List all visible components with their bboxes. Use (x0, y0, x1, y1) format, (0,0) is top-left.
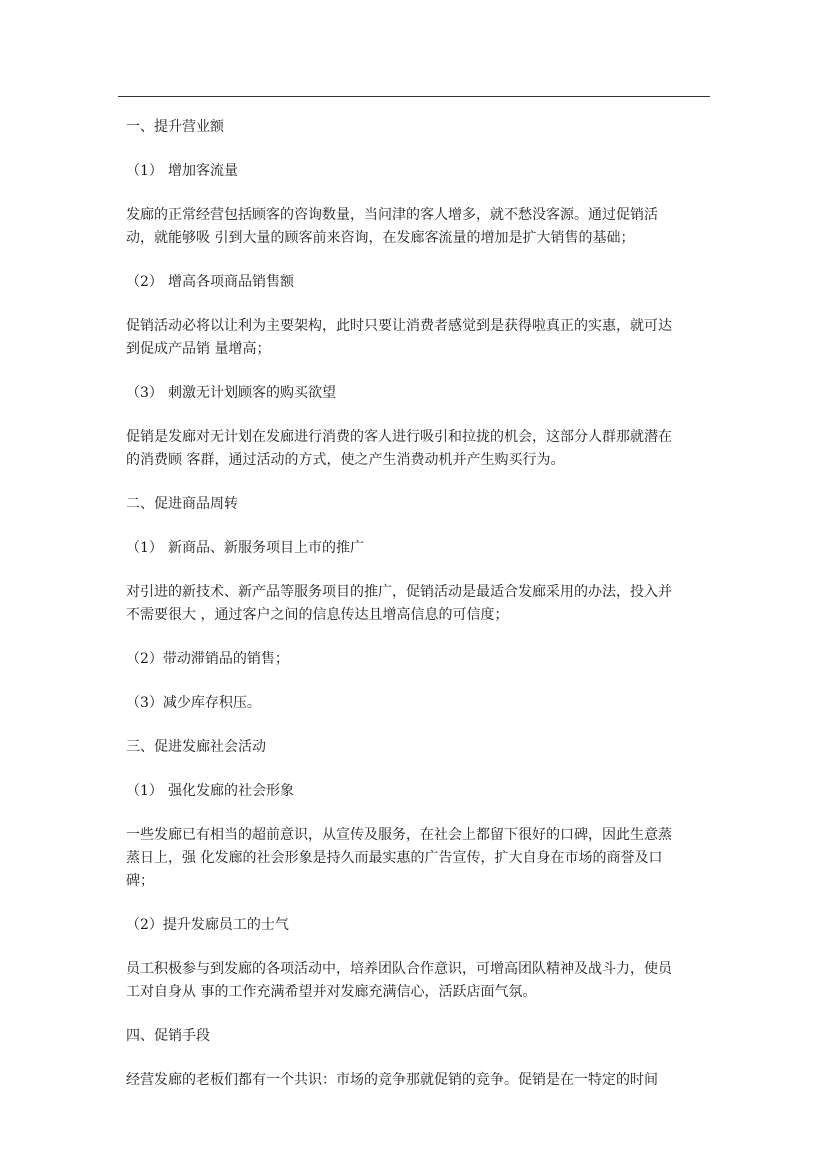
list-item: （3）减少库存积压。 (126, 695, 261, 711)
paragraph-line: 不需要很大 ，通过客户之间的信息传达且增高信息的可信度； (126, 607, 509, 623)
paragraph-line: 动，就能够吸 引到大量的顾客前来咨询，在发廊客流量的增加是扩大销售的基础； (126, 230, 635, 246)
subheading (126, 780, 706, 803)
paragraph-line: 碑； (126, 873, 154, 889)
header-rule (118, 96, 710, 97)
subheading (126, 271, 706, 294)
paragraph-line: 经营发廊的老板们都有一个共识：市场的竞争那就促销的竞争。促销是在一特定的时间 (126, 1072, 658, 1088)
paragraph-line: 到促成产品销 量增高； (126, 341, 271, 357)
list-item: （2）带动滞销品的销售； (126, 651, 289, 667)
document-body (126, 116, 706, 1092)
subheading-title: 强化发廊的社会形象 (168, 783, 294, 799)
section-heading: 二、促进商品周转 (126, 496, 238, 512)
subheading-title: 增加客流量 (168, 163, 238, 179)
paragraph-line: 蒸日上，强 化发廊的社会形象是持久而最实惠的广告宣传，扩大自身在市场的商誉及口 (126, 850, 663, 866)
subheading-number: （2） (126, 274, 163, 290)
subheading (126, 160, 706, 183)
subheading-number: （1） (126, 163, 163, 179)
subheading-title: 增高各项商品销售额 (168, 274, 294, 290)
subheading (126, 382, 706, 405)
subheading-title: 刺激无计划顾客的购买欲望 (168, 385, 336, 401)
paragraph-line: 的消费顾 客群，通过活动的方式，使之产生消费动机并产生购买行为。 (126, 452, 565, 468)
subheading-number: （1） (126, 540, 163, 556)
subheading: （2）提升发廊员工的士气 (126, 917, 289, 933)
paragraph-line: 员工积极参与到发廊的各项活动中，培养团队合作意识，可增高团队精神及战斗力，使员 (126, 961, 672, 977)
paragraph-line: 促销是发廊对无计划在发廊进行消费的客人进行吸引和拉拢的机会，这部分人群那就潜在 (126, 429, 672, 445)
subheading-title: 新商品、新服务项目上市的推广 (168, 540, 364, 556)
paragraph-line: 发廊的正常经营包括顾客的咨询数量，当问津的客人增多，就不愁没客源。通过促销活 (126, 207, 658, 223)
paragraph-line: 促销活动必将以让利为主要架构，此时只要让消费者感觉到是获得啦真正的实惠，就可达 (126, 318, 672, 334)
section-heading: 四、促销手段 (126, 1028, 210, 1044)
section-heading: 三、促进发廊社会活动 (126, 739, 266, 755)
section-heading: 一、提升营业额 (126, 119, 224, 135)
subheading (126, 537, 706, 560)
paragraph-line: 一些发廊已有相当的超前意识，从宣传及服务，在社会上都留下很好的口碑，因此生意蒸 (126, 827, 672, 843)
subheading-number: （1） (126, 783, 163, 799)
subheading-number: （3） (126, 385, 163, 401)
paragraph-line: 对引进的新技术、新产品等服务项目的推广，促销活动是最适合发廊采用的办法，投入并 (126, 584, 672, 600)
paragraph-line: 工对自身从 事的工作充满希望并对发廊充满信心，活跃店面气氛。 (126, 984, 537, 1000)
